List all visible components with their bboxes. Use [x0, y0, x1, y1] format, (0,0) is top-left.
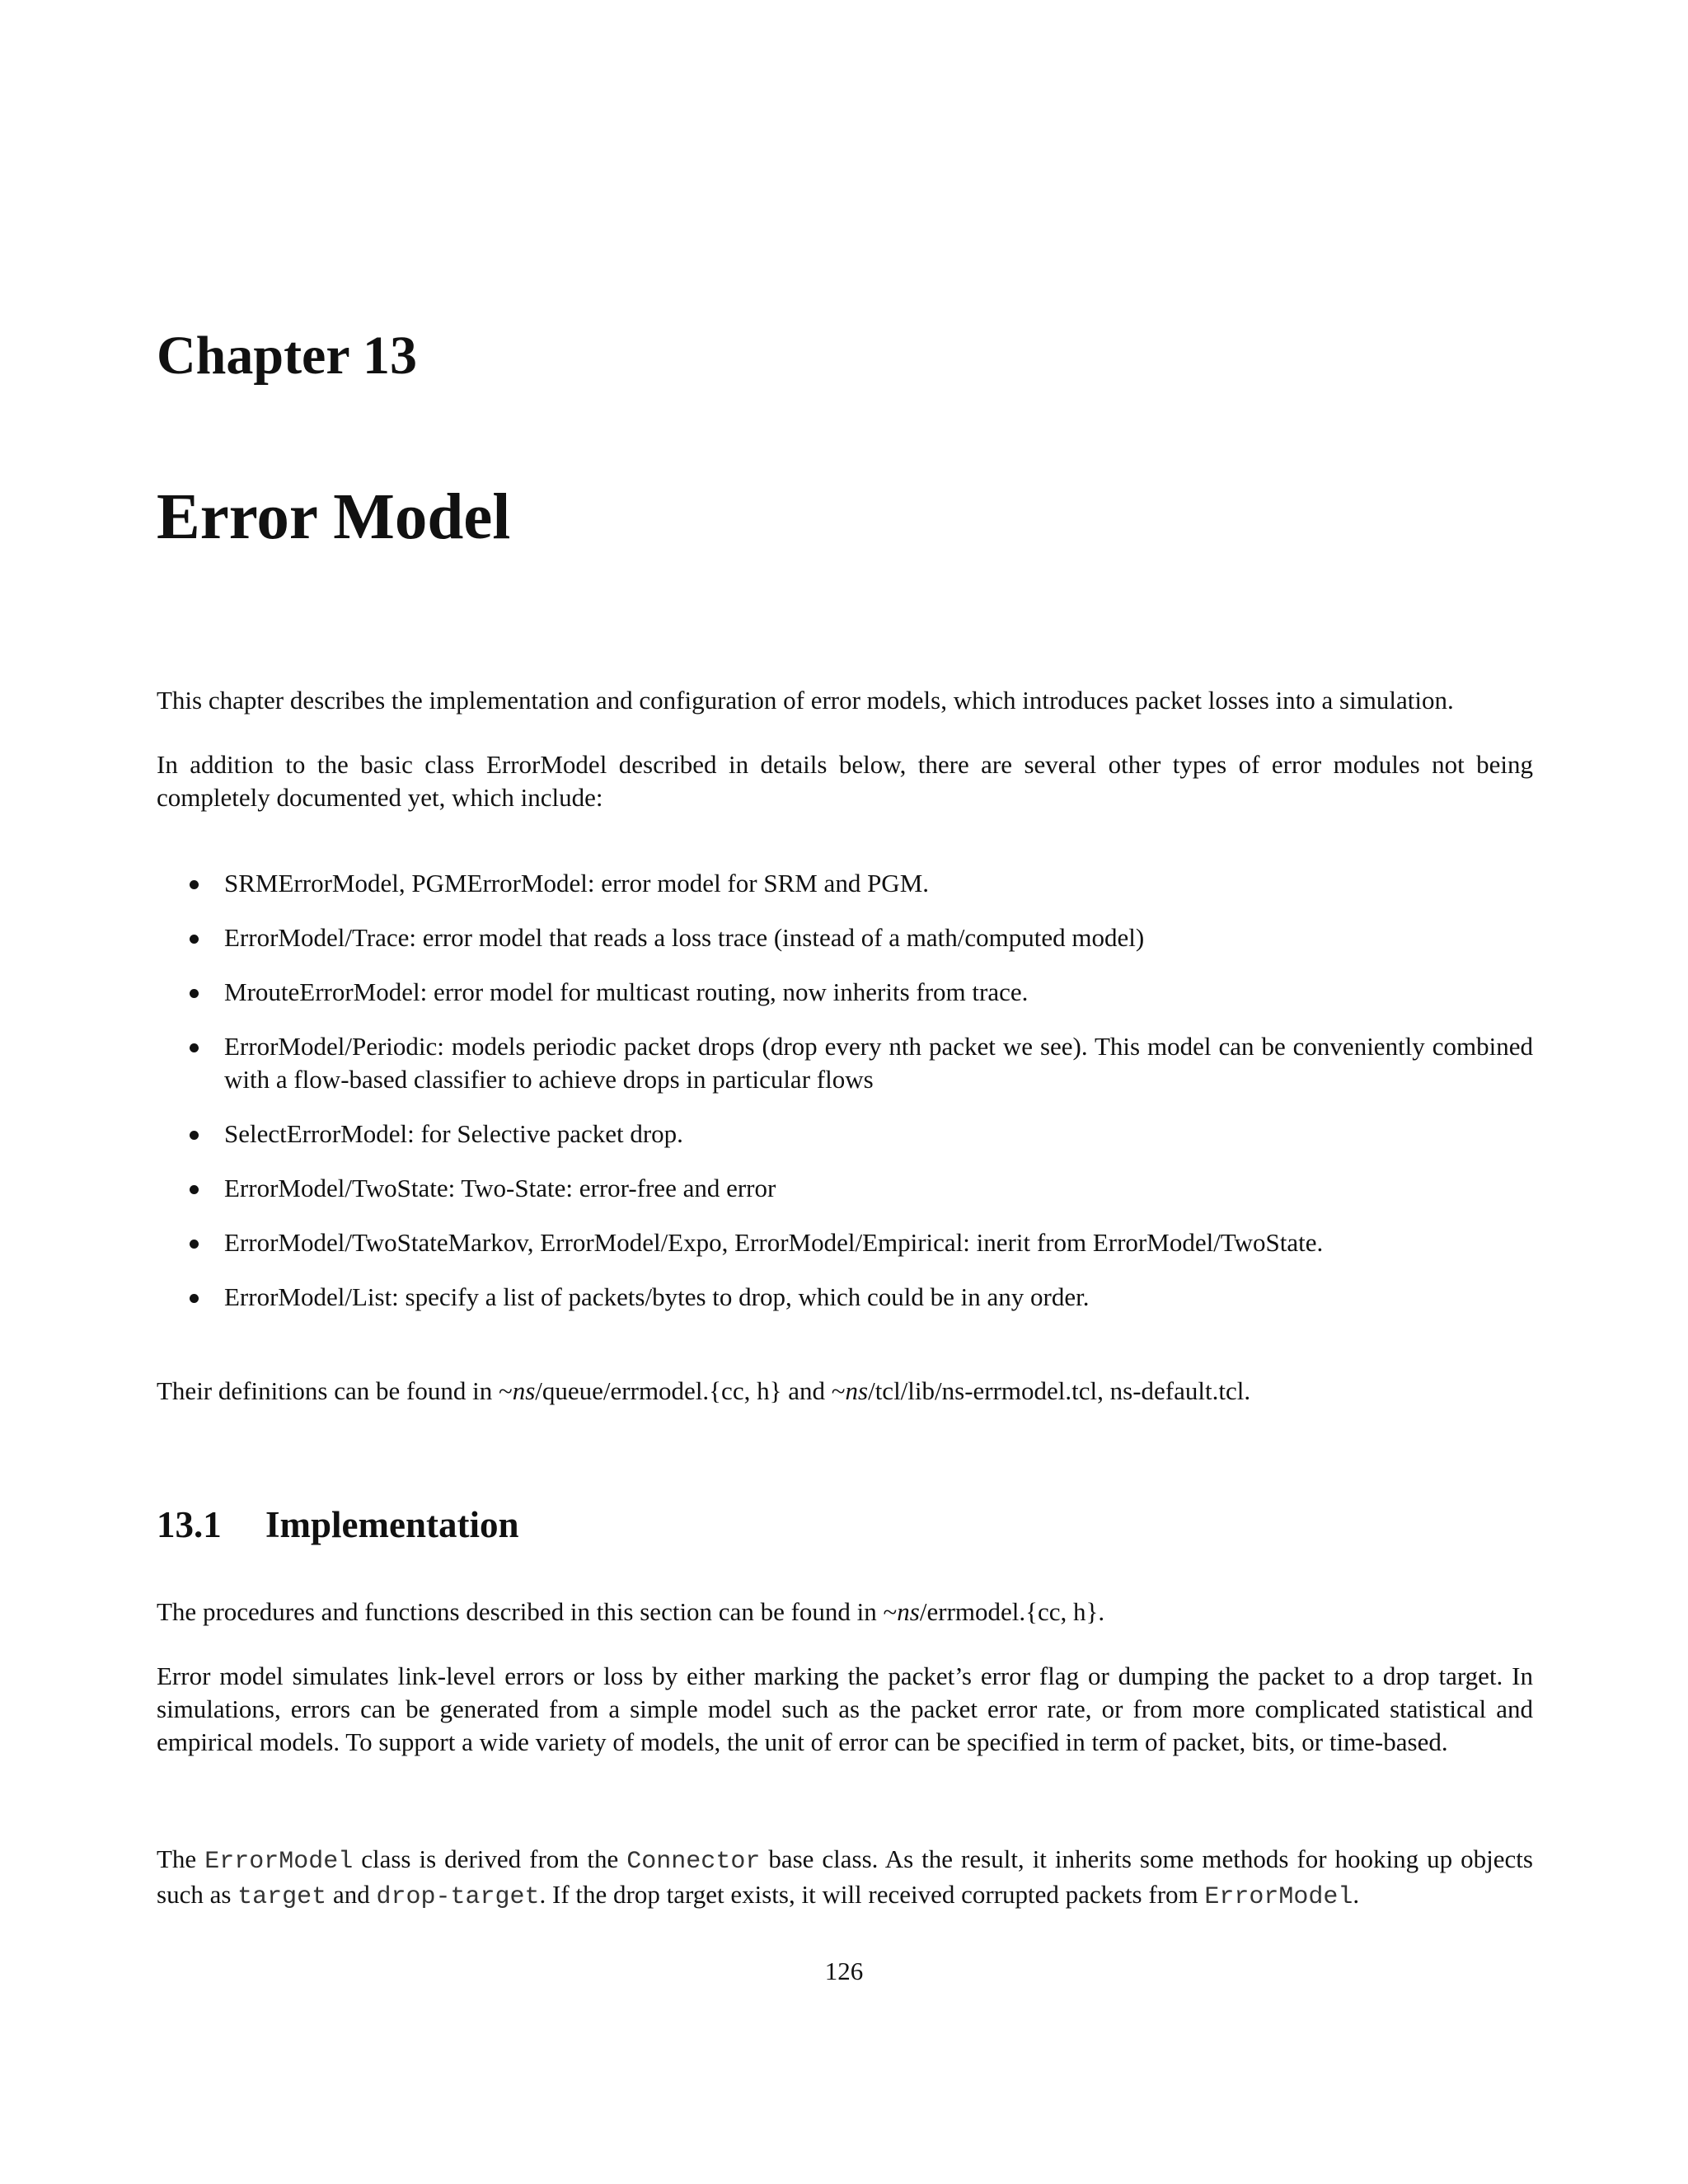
chapter-title: Error Model: [157, 481, 511, 553]
ns-path-label: ns: [897, 1597, 920, 1626]
bullet-icon: [190, 1294, 199, 1303]
bullet-icon: [190, 1043, 199, 1052]
list-item-text: ErrorModel/List: specify a list of packets/bytes to drop, which could be in any order.: [224, 1282, 1090, 1311]
impl-text-part: . If the drop target exists, it will received corrupted packets from: [539, 1880, 1205, 1909]
impl-paragraph-1: [157, 1596, 1533, 1629]
impl-text-1: [157, 1596, 1533, 1629]
impl-text-part: base class. As the result, it inherits some methods for hooking up objects such as: [157, 1844, 1533, 1909]
impl-text-2: Error model simulates link-level errors or loss by either marking the packet’s error flag or dumping the packet to a drop target. In simulations, errors can be generated from a simple model such as the packet error rate, or from more complicated statistical and empirical models. To support a wide variety of models, the unit of error can be specified in term of packet, bits, or time-based.: [157, 1661, 1533, 1756]
code-method-name: target: [237, 1883, 327, 1911]
bullet-icon: [190, 935, 199, 944]
list-item-text: ErrorModel/TwoStateMarkov, ErrorModel/Expo, ErrorModel/Empirical: inerit from ErrorModel/TwoState.: [224, 1228, 1324, 1257]
section-number: 13.1: [157, 1504, 222, 1545]
impl-text-part: The: [157, 1844, 205, 1873]
definitions-text-part: Their definitions can be found in ~: [157, 1376, 513, 1405]
list-item: [157, 1030, 1533, 1096]
section-title: Implementation: [265, 1504, 519, 1545]
impl-text-part: /errmodel.{cc, h}.: [919, 1597, 1105, 1626]
list-item: [157, 976, 1533, 1009]
list-item-text: ErrorModel/TwoState: Two-State: error-free and error: [224, 1174, 776, 1202]
list-item: [157, 1172, 1533, 1205]
impl-text-part: .: [1353, 1880, 1360, 1909]
intro-text-2: In addition to the basic class ErrorModel described in details below, there are several other types of error modules not being completely documented yet, which include:: [157, 750, 1533, 812]
chapter-label: Chapter 13: [157, 326, 417, 386]
definitions-text: [157, 1375, 1533, 1408]
impl-text-3: [157, 1843, 1533, 1914]
list-item-text: MrouteErrorModel: error model for multicast routing, now inherits from trace.: [224, 977, 1029, 1006]
list-item-text: SRMErrorModel, PGMErrorModel: error model for SRM and PGM.: [224, 869, 930, 898]
intro-paragraph-2: [157, 748, 1533, 814]
bullet-icon: [190, 880, 199, 889]
list-item: [157, 1118, 1533, 1151]
list-item: [157, 921, 1533, 954]
definitions-paragraph: [157, 1375, 1533, 1408]
section-heading: [157, 1502, 519, 1548]
bullet-icon: [190, 1131, 199, 1140]
list-item: [157, 867, 1533, 900]
definitions-text-part: /queue/errmodel.{cc, h} and ~: [535, 1376, 846, 1405]
error-model-list: [157, 867, 1533, 1314]
impl-paragraph-3: [157, 1843, 1533, 1914]
impl-text-part: class is derived from the: [353, 1844, 627, 1873]
definitions-text-part: /tcl/lib/ns-errmodel.tcl, ns-default.tcl.: [868, 1376, 1251, 1405]
impl-text-part: and: [326, 1880, 377, 1909]
ns-path-label: ns: [845, 1376, 869, 1405]
list-item: [157, 1226, 1533, 1259]
bullet-icon: [190, 989, 199, 998]
code-class-name: ErrorModel: [1204, 1883, 1353, 1911]
list-item: [157, 1281, 1533, 1314]
intro-paragraph-1: [157, 684, 1533, 717]
list-item-text: ErrorModel/Periodic: models periodic packet drops (drop every nth packet we see). This model can be conveniently combined with a flow-based classifier to achieve drops in particular flows: [224, 1032, 1533, 1094]
list-item-text: ErrorModel/Trace: error model that reads a loss trace (instead of a math/computed model): [224, 923, 1145, 952]
bullet-icon: [190, 1185, 199, 1194]
impl-text-part: The procedures and functions described in this section can be found in ~: [157, 1597, 898, 1626]
code-method-name: drop-target: [376, 1883, 540, 1911]
page-number: 126: [824, 1957, 864, 1985]
bullet-icon: [190, 1240, 199, 1249]
impl-paragraph-2: [157, 1660, 1533, 1759]
intro-text-1: This chapter describes the implementation and configuration of error models, which introduces packet losses into a simulation.: [157, 686, 1454, 715]
list-item-text: SelectErrorModel: for Selective packet drop.: [224, 1119, 683, 1148]
code-class-name: ErrorModel: [204, 1848, 354, 1876]
ns-path-label: ns: [512, 1376, 536, 1405]
code-class-name: Connector: [626, 1848, 761, 1876]
